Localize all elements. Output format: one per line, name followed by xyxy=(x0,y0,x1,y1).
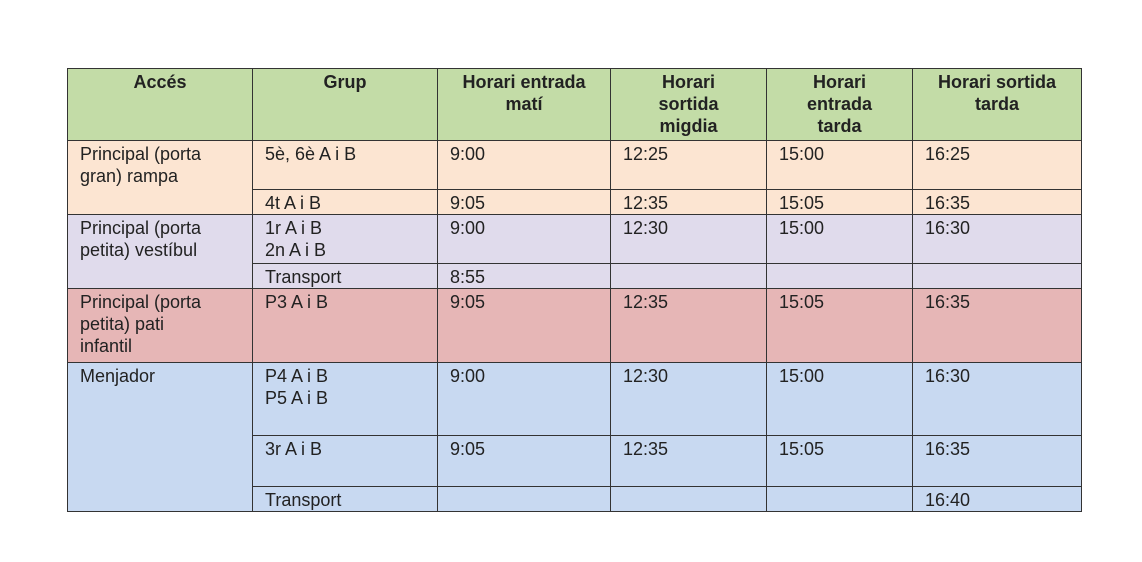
header-entrada-mati: Horari entrada matí xyxy=(438,69,611,141)
sortida-tarda-cell: 16:30 xyxy=(913,363,1082,436)
entrada-tarda-cell: 15:00 xyxy=(767,363,913,436)
grup-cell: 4t A i B xyxy=(253,190,438,215)
grup-cell: 5è, 6è A i B xyxy=(253,141,438,190)
entrada-mati-cell: 9:00 xyxy=(438,363,611,436)
entrada-mati-cell: 9:00 xyxy=(438,141,611,190)
table-row xyxy=(68,141,1082,190)
sortida-migdia-cell: 12:35 xyxy=(611,289,767,363)
entrada-tarda-cell: 15:00 xyxy=(767,215,913,264)
entrada-tarda-cell: 15:05 xyxy=(767,190,913,215)
sortida-migdia-cell xyxy=(611,487,767,512)
header-entrada-tarda: Horari entrada tarda xyxy=(767,69,913,141)
acces-cell: Principal (porta gran) rampa xyxy=(68,141,253,215)
table-row xyxy=(68,363,1082,436)
sortida-migdia-cell: 12:30 xyxy=(611,215,767,264)
entrada-tarda-cell: 15:05 xyxy=(767,289,913,363)
entrada-tarda-cell: 15:00 xyxy=(767,141,913,190)
table-row xyxy=(68,215,1082,264)
grup-cell: 3r A i B xyxy=(253,436,438,487)
sortida-tarda-cell: 16:35 xyxy=(913,436,1082,487)
table-row xyxy=(68,289,1082,363)
grup-cell: P4 A i B P5 A i B xyxy=(253,363,438,436)
entrada-mati-cell: 9:00 xyxy=(438,215,611,264)
entrada-tarda-cell: 15:05 xyxy=(767,436,913,487)
schedule-table xyxy=(67,68,1082,512)
header-sortida-migdia: Horari sortida migdia xyxy=(611,69,767,141)
sortida-migdia-cell: 12:35 xyxy=(611,190,767,215)
acces-cell: Principal (porta petita) pati infantil xyxy=(68,289,253,363)
sortida-tarda-cell: 16:35 xyxy=(913,190,1082,215)
header-acces: Accés xyxy=(68,69,253,141)
entrada-mati-cell: 9:05 xyxy=(438,190,611,215)
entrada-mati-cell: 8:55 xyxy=(438,264,611,289)
header-grup: Grup xyxy=(253,69,438,141)
sortida-migdia-cell: 12:25 xyxy=(611,141,767,190)
acces-cell: Menjador xyxy=(68,363,253,512)
header-row xyxy=(68,69,1082,141)
sortida-tarda-cell: 16:40 xyxy=(913,487,1082,512)
sortida-migdia-cell: 12:30 xyxy=(611,363,767,436)
grup-cell: P3 A i B xyxy=(253,289,438,363)
entrada-mati-cell: 9:05 xyxy=(438,436,611,487)
sortida-migdia-cell: 12:35 xyxy=(611,436,767,487)
entrada-mati-cell: 9:05 xyxy=(438,289,611,363)
grup-cell: Transport xyxy=(253,264,438,289)
entrada-tarda-cell xyxy=(767,487,913,512)
entrada-mati-cell xyxy=(438,487,611,512)
grup-cell: 1r A i B 2n A i B xyxy=(253,215,438,264)
header-sortida-tarda: Horari sortida tarda xyxy=(913,69,1082,141)
grup-cell: Transport xyxy=(253,487,438,512)
entrada-tarda-cell xyxy=(767,264,913,289)
sortida-tarda-cell: 16:25 xyxy=(913,141,1082,190)
sortida-tarda-cell: 16:30 xyxy=(913,215,1082,264)
acces-cell: Principal (porta petita) vestíbul xyxy=(68,215,253,289)
sortida-migdia-cell xyxy=(611,264,767,289)
sortida-tarda-cell: 16:35 xyxy=(913,289,1082,363)
sortida-tarda-cell xyxy=(913,264,1082,289)
